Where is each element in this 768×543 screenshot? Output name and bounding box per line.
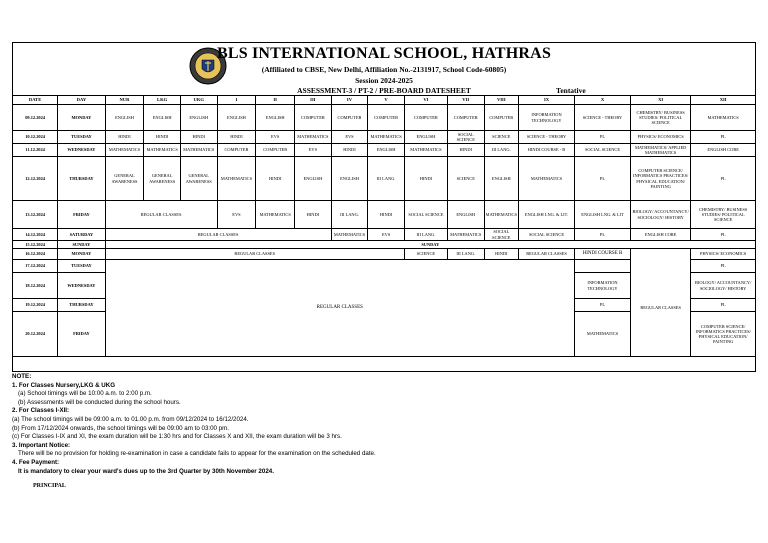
school-name: BLS INTERNATIONAL SCHOOL, HATHRAS <box>216 45 552 62</box>
subject-cell: COMPUTER <box>256 144 295 157</box>
table-row <box>13 144 756 157</box>
subject-cell: MATHEMATICS <box>404 144 447 157</box>
table-row <box>13 105 756 131</box>
note-item: 1. For Classes Nursery,LKG & UKG <box>12 381 116 389</box>
date-cell: 15.12.2024 <box>13 241 58 249</box>
datesheet-title: ASSESSMENT-3 / PT-2 / PRE-BOARD DATESHEET <box>297 86 471 95</box>
subject-cell: BIOLOGY/ ACCOUNTANCY/ SOCIOLOGY/ HISTORY <box>691 273 756 299</box>
subject-cell: ENGLISH <box>368 144 405 157</box>
note-item: (a) The school timings will be 09:00 a.m. to 01.00 p.m. from 09/12/2024 to 16/12/2024. <box>12 415 249 423</box>
regular-classes-cell: REGULAR CLASSES <box>105 201 217 229</box>
subject-cell: SCIENCE <box>404 249 447 260</box>
subject-cell: SOCIAL SCIENCE <box>519 229 575 241</box>
table-row <box>13 260 756 273</box>
col-header: UKG <box>180 96 217 105</box>
subject-cell: III LANG. <box>331 201 368 229</box>
table-row <box>13 249 756 260</box>
subject-cell: MATHEMATICS <box>575 312 631 357</box>
tentative-label: Tentative <box>556 86 586 95</box>
subject-cell: EVS <box>331 131 368 144</box>
table-row <box>13 241 756 249</box>
regular-classes-cell: REGULAR CLASSES <box>630 260 690 357</box>
principal-signature-label: PRINCIPAL <box>33 483 66 489</box>
subject-cell: COMPUTER <box>404 105 447 131</box>
subject-cell: MATHEMATICS <box>519 157 575 201</box>
subject-cell: HINDI <box>217 131 256 144</box>
subject-cell: ENGLISH <box>295 157 332 201</box>
header-row <box>13 96 756 105</box>
subject-cell: COMPUTER <box>484 105 518 131</box>
subject-cell: MATHEMATICS <box>180 144 217 157</box>
day-cell: MONDAY <box>58 105 105 131</box>
note-item: There will be no provision for holding re-examination in case a candidate fails to appear for the examination on the scheduled date. <box>18 450 376 458</box>
subject-cell: ENGLISH <box>404 131 447 144</box>
subject-cell: EVS <box>368 229 405 241</box>
day-cell: WEDNESDAY <box>58 273 105 299</box>
subject-cell: PHYSICS/ ECONOMICS <box>630 131 690 144</box>
col-header: VIII <box>484 96 518 105</box>
subject-cell: ENGLISH CORE <box>630 229 690 241</box>
note-item: (b) Assessments will be conducted during the school hours. <box>18 398 181 406</box>
date-cell: 14.12.2024 <box>13 229 58 241</box>
subject-cell: HINDI <box>295 201 332 229</box>
empty-cell <box>630 249 690 260</box>
subject-cell: PL <box>691 229 756 241</box>
subject-cell: EVS <box>217 201 256 229</box>
table-row <box>13 201 756 229</box>
col-header: DAY <box>58 96 105 105</box>
subject-cell: BIOLOGY/ ACCOUNTANCY/ SOCIOLOGY/ HISTORY <box>630 201 690 229</box>
note-item: 3. Important Notice: <box>12 441 71 449</box>
col-header: XI <box>630 96 690 105</box>
subject-cell: PL <box>575 299 631 312</box>
subject-cell: HINDI <box>368 201 405 229</box>
affiliation-line: (Affiliated to CBSE, New Delhi, Affiliation No.-2131917, School Code-60805) <box>261 65 507 74</box>
subject-cell: HINDI <box>256 157 295 201</box>
date-cell: 12.12.2024 <box>13 157 58 201</box>
subject-cell: MATHEMATICS <box>256 201 295 229</box>
col-header: II <box>256 96 295 105</box>
col-header: VII <box>447 96 484 105</box>
subject-cell: MATHEMATICS <box>295 131 332 144</box>
day-cell: WEDNESDAY <box>58 144 105 157</box>
subject-cell: SCIENCE - THEORY <box>519 131 575 144</box>
subject-cell: INFORMATION TECHNOLOGY <box>575 273 631 299</box>
regular-classes-cell: REGULAR CLASSES <box>519 249 575 260</box>
date-cell: 09.12.2024 <box>13 105 58 131</box>
regular-classes-cell: REGULAR CLASSES <box>105 260 574 357</box>
col-header: VI <box>404 96 447 105</box>
subject-cell: MATHEMATICS <box>691 105 756 131</box>
datesheet-table <box>12 95 756 357</box>
col-header: DATE <box>13 96 58 105</box>
subject-cell: SOCIAL SCIENCE <box>484 229 518 241</box>
subject-cell: HINDI <box>404 157 447 201</box>
subject-cell: EVS <box>256 131 295 144</box>
col-header: LKG <box>144 96 181 105</box>
subject-cell: MATHEMATICS <box>368 131 405 144</box>
day-cell: TUESDAY <box>58 260 105 273</box>
subject-cell: HINDI <box>331 144 368 157</box>
subject-cell: SCIENCE - THEORY <box>575 105 631 131</box>
subject-cell: ENGLISH <box>180 105 217 131</box>
subject-cell: ENGLISH <box>447 201 484 229</box>
subject-cell: ENGLISH LNG. & LIT. <box>519 201 575 229</box>
subject-cell: ENGLISH <box>256 105 295 131</box>
regular-classes-cell: REGULAR CLASSES <box>105 229 331 241</box>
date-cell: 19.12.2024 <box>13 299 58 312</box>
subject-cell: MATHEMATICS <box>331 229 368 241</box>
session-line: Session 2024-2025 <box>355 76 413 85</box>
notes-heading: NOTE: <box>12 373 32 380</box>
subject-cell: MATHEMATICS <box>105 144 144 157</box>
subject-cell: III LANG. <box>484 144 518 157</box>
day-cell: SUNDAY <box>58 241 105 249</box>
note-item: 2. For Classes I-XII: <box>12 407 70 415</box>
notes-section <box>12 373 752 476</box>
subject-cell: III LANG. <box>447 249 484 260</box>
subject-cell: ENGLISH <box>484 157 518 201</box>
subject-cell: MATHEMATICS <box>484 201 518 229</box>
note-item: (c) For Classes I-IX and XI, the exam duration will be 1:30 hrs and for Classes X and XII, the exam duration will be 3 hrs. <box>12 433 342 441</box>
subject-cell: ENGLISH <box>144 105 181 131</box>
day-cell: FRIDAY <box>58 201 105 229</box>
subject-cell: CHEMISTRY/ BUSINESS STUDIES/ POLITICAL SCIENCE <box>691 201 756 229</box>
date-cell: 20.12.2024 <box>13 312 58 357</box>
note-item: 4. Fee Payment: <box>12 458 60 466</box>
day-cell: SATURDAY <box>58 229 105 241</box>
col-header: I <box>217 96 256 105</box>
subject-cell: INFORMATION TECHNOLOGY <box>519 105 575 131</box>
sunday-cell: SUNDAY <box>105 241 755 249</box>
subject-cell: EVS <box>295 144 332 157</box>
subject-cell: COMPUTER SCIENCE/ INFORMATICS PRACTICES/ PHYSICAL EDUCATION/ PAINTING <box>691 312 756 357</box>
subject-cell: COMPUTER <box>217 144 256 157</box>
note-item: It is mandatory to clear your ward's dues up to the 3rd Quarter by 30th November 2024. <box>18 467 274 475</box>
subject-cell: HINDI COURSE B <box>575 249 631 260</box>
col-header: V <box>368 96 405 105</box>
col-header: NUR <box>105 96 144 105</box>
date-cell: 13.12.2024 <box>13 201 58 229</box>
subject-cell: SOCIAL SCIENCE <box>575 144 631 157</box>
note-item: (a) School timings will be 10:00 a.m. to 2:00 p.m. <box>18 390 152 398</box>
subject-cell: MATHEMATICS <box>217 157 256 201</box>
subject-cell: MATHEMATICS <box>144 144 181 157</box>
subject-cell: PL <box>575 131 631 144</box>
subject-cell: GENERAL AWARENESS <box>144 157 181 201</box>
subject-cell: ENGLISH <box>217 105 256 131</box>
subject-cell: MATHEMATICS/ APPLIED MATHEMATICS <box>630 144 690 157</box>
day-cell: MONDAY <box>58 249 105 260</box>
col-header: IV <box>331 96 368 105</box>
date-cell: 18.12.2024 <box>13 273 58 299</box>
date-cell: 10.12.2024 <box>13 131 58 144</box>
note-item: (b) From 17/12/2024 onwards, the school timings will be 09:00 am to 03:00 pm. <box>12 424 230 432</box>
subject-cell: GENERAL AWARENESS <box>180 157 217 201</box>
subject-cell: ENGLISH <box>105 105 144 131</box>
subject-cell: COMPUTER <box>447 105 484 131</box>
table-row <box>13 157 756 201</box>
date-cell: 16.12.2024 <box>13 249 58 260</box>
subject-cell: HINDI <box>105 131 144 144</box>
subject-cell: SOCIAL SCIENCE <box>404 201 447 229</box>
subject-cell: SCIENCE <box>484 131 518 144</box>
subject-cell: COMPUTER <box>295 105 332 131</box>
regular-classes-cell: REGULAR CLASSES <box>105 249 404 260</box>
subject-cell: PL <box>691 299 756 312</box>
subject-cell: PL <box>691 157 756 201</box>
subject-cell: ENGLISH LNG. & LIT <box>575 201 631 229</box>
subject-cell: III LANG. <box>368 157 405 201</box>
subject-cell: HINDI COURSE - B <box>519 144 575 157</box>
subject-cell: CHEMISTRY/ BUSINESS STUDIES/ POLITICAL SCIENCE <box>630 105 690 131</box>
subject-cell: PL <box>691 131 756 144</box>
col-header: XII <box>691 96 756 105</box>
subject-cell: HINDI <box>180 131 217 144</box>
subject-cell: SOCIAL SCIENCE <box>447 131 484 144</box>
subject-cell: ENGLISH CORE <box>691 144 756 157</box>
col-header: X <box>575 96 631 105</box>
table-row <box>13 131 756 144</box>
subject-cell: HINDI <box>484 249 518 260</box>
subject-cell: PHYSICS/ ECONOMICS <box>691 249 756 260</box>
subject-cell: COMPUTER <box>331 105 368 131</box>
col-header: IX <box>519 96 575 105</box>
date-cell: 11.12.2024 <box>13 144 58 157</box>
subject-cell: GENERAL AWARENESS <box>105 157 144 201</box>
subject-cell: ENGLISH <box>331 157 368 201</box>
table-row <box>13 229 756 241</box>
subject-cell: HINDI <box>144 131 181 144</box>
subject-cell: PL <box>575 229 631 241</box>
subject-cell: III LANG. <box>404 229 447 241</box>
date-cell: 17.12.2024 <box>13 260 58 273</box>
empty-cell <box>575 260 631 273</box>
subject-cell: PL <box>691 260 756 273</box>
subject-cell: PL <box>575 157 631 201</box>
day-cell: FRIDAY <box>58 312 105 357</box>
subject-cell: SCIENCE <box>447 157 484 201</box>
day-cell: TUESDAY <box>58 131 105 144</box>
subject-cell: HINDI <box>447 144 484 157</box>
col-header: III <box>295 96 332 105</box>
subject-cell: COMPUTER SCIENCE/ INFORMATICS PRACTICES/ PHYSICAL EDUCATION/ PAINTING <box>630 157 690 201</box>
subject-cell: COMPUTER <box>368 105 405 131</box>
day-cell: THURSDAY <box>58 299 105 312</box>
day-cell: THURSDAY <box>58 157 105 201</box>
subject-cell: MATHEMATICS <box>447 229 484 241</box>
